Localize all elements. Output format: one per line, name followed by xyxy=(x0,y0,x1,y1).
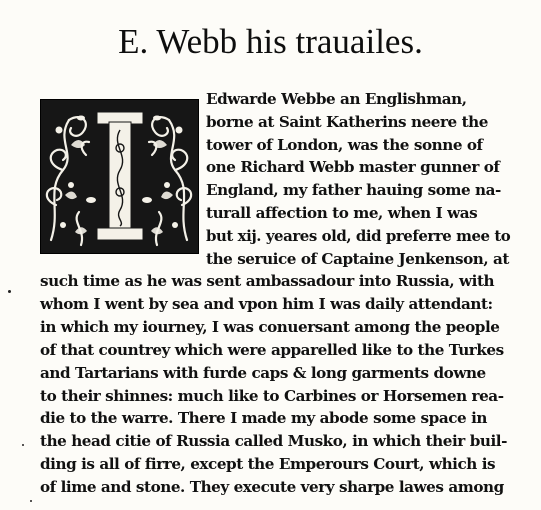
text-line-14: to their shinnes: much like to Carbines or Horsemen rea- xyxy=(40,387,504,405)
text-line-1: Edwarde Webbe an Englishman, xyxy=(206,90,467,108)
text-line-5: England, my father hauing some na- xyxy=(206,181,501,199)
text-line-16: the head citie of Russia called Musko, in which their buil- xyxy=(40,432,507,450)
text-line-8: the seruice of Captaine Jenkenson, at xyxy=(206,250,509,268)
text-line-17: ding is all of firre, except the Emperours Court, which is xyxy=(40,455,496,473)
text-line-15: die to the warre. There I made my abode some space in xyxy=(40,409,487,427)
text-line-9: such time as he was sent ambassadour into Russia, with xyxy=(40,272,495,290)
text-line-18: of lime and stone. They execute very sharpe lawes among xyxy=(40,478,504,496)
ornamental-drop-cap-image xyxy=(41,100,198,253)
scan-speck xyxy=(22,444,24,446)
text-line-13: and Tartarians with furde caps & long garments downe xyxy=(40,364,486,382)
drop-cap-initial xyxy=(40,99,199,254)
text-line-6: turall affection to me, when I was xyxy=(206,204,478,222)
text-line-12: of that countrey which were apparelled like to the Turkes xyxy=(40,341,504,359)
text-line-3: tower of London, was the sonne of xyxy=(206,136,483,154)
text-line-11: in which my iourney, I was conuersant among the people xyxy=(40,318,500,336)
scan-speck xyxy=(30,500,32,502)
text-line-7: but xij. yeares old, did preferre mee to xyxy=(206,227,511,245)
page-title: E. Webb his trauailes. xyxy=(118,22,423,61)
text-line-10: whom I went by sea and vpon him I was daily attendant: xyxy=(40,295,493,313)
text-line-4: one Richard Webb master gunner of xyxy=(206,158,500,176)
text-line-2: borne at Saint Katherins neere the xyxy=(206,113,488,131)
scan-speck xyxy=(8,290,11,293)
